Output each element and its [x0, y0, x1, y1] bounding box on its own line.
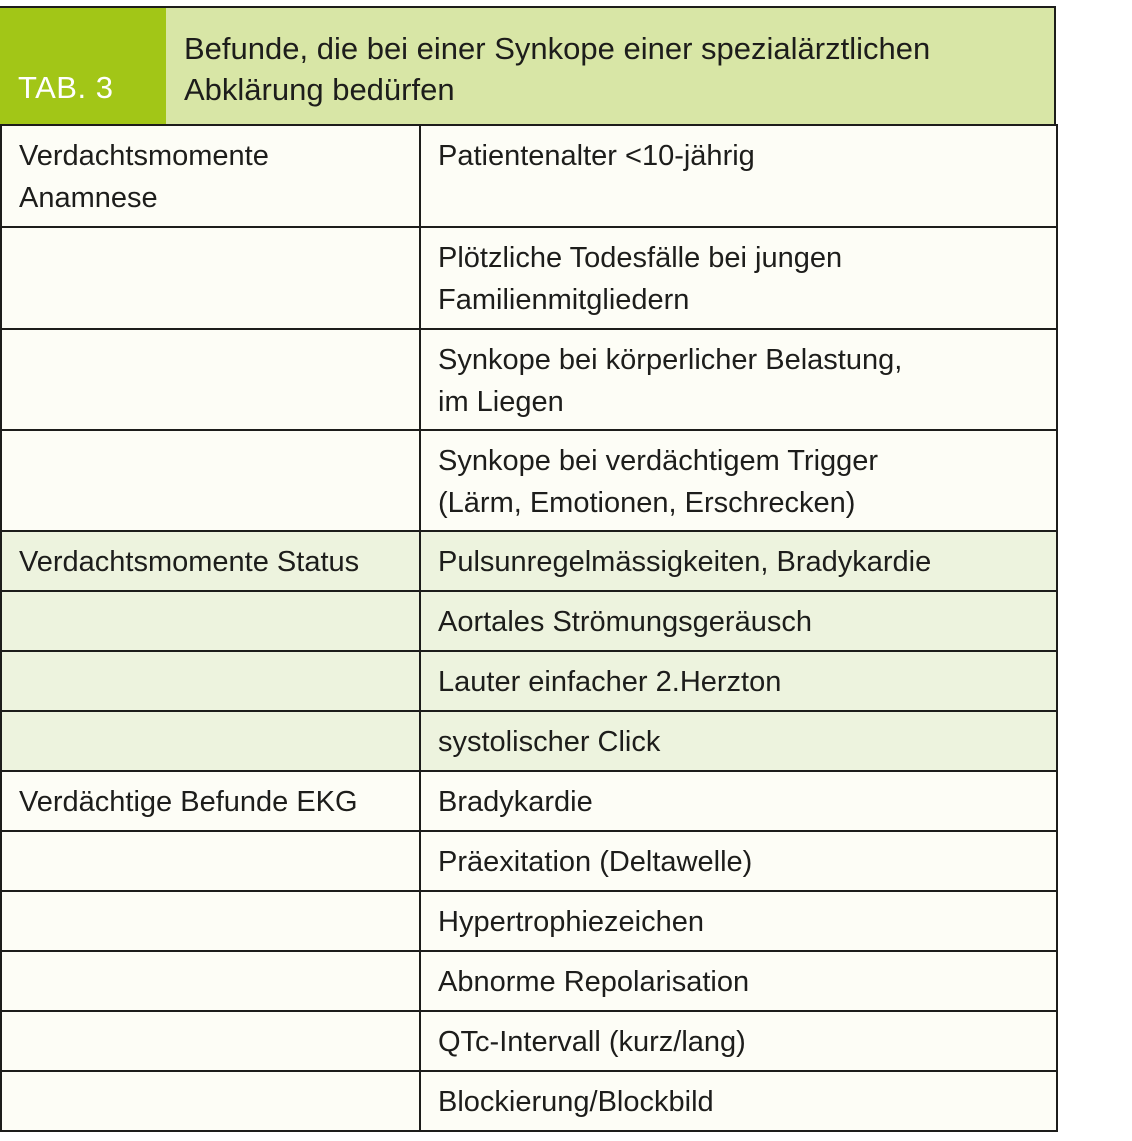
table-row [1, 651, 1057, 711]
finding-cell [420, 951, 1057, 1011]
finding-line-1: Plötzliche Todesfälle bei jungen [438, 242, 843, 274]
table-row [1, 1071, 1057, 1131]
finding-line-1: systolischer Click [438, 726, 661, 758]
category-cell [1, 951, 420, 1011]
category-cell [1, 329, 420, 430]
category-cell [1, 1071, 420, 1131]
finding-cell [420, 329, 1057, 430]
finding-line-2: Familienmitgliedern [438, 284, 690, 316]
category-cell [1, 591, 420, 651]
finding-cell [420, 125, 1057, 227]
finding-cell [420, 831, 1057, 891]
finding-line-2: (Lärm, Emotionen, Erschrecken) [438, 487, 856, 519]
finding-line-2: im Liegen [438, 386, 564, 418]
table-header [0, 6, 1056, 124]
finding-line-1: Abnorme Repolarisation [438, 966, 750, 998]
finding-cell [420, 651, 1057, 711]
category-cell [1, 711, 420, 771]
category-cell [1, 651, 420, 711]
finding-cell [420, 227, 1057, 329]
category-line-1: Verdachtsmomente Status [19, 546, 360, 578]
table-number-label: TAB. 3 [0, 8, 166, 124]
table-row [1, 831, 1057, 891]
finding-cell [420, 1071, 1057, 1131]
finding-line-1: Blockierung/Blockbild [438, 1086, 714, 1118]
table-row [1, 891, 1057, 951]
finding-cell [420, 711, 1057, 771]
finding-line-1: Pulsunregelmässigkeiten, Bradykardie [438, 546, 932, 578]
table-row [1, 125, 1057, 227]
category-cell [1, 531, 420, 591]
finding-line-1: Präexitation (Deltawelle) [438, 846, 753, 878]
table-row [1, 1011, 1057, 1071]
category-line-2: Anamnese [19, 182, 158, 214]
table-row [1, 329, 1057, 430]
category-line-1: Verdachtsmomente [19, 140, 269, 172]
category-cell [1, 125, 420, 227]
table-row [1, 951, 1057, 1011]
finding-line-1: Hypertrophiezeichen [438, 906, 704, 938]
table-title-line-1: Befunde, die bei einer Synkope einer spezialärztlichen [184, 31, 931, 66]
finding-line-1: Synkope bei körperlicher Belastung, [438, 344, 903, 376]
finding-cell [420, 591, 1057, 651]
finding-cell [420, 531, 1057, 591]
category-cell [1, 891, 420, 951]
finding-line-1: Bradykardie [438, 786, 593, 818]
finding-cell [420, 430, 1057, 531]
table-row [1, 227, 1057, 329]
finding-cell [420, 891, 1057, 951]
category-cell [1, 430, 420, 531]
table-title [166, 8, 1054, 124]
finding-line-1: Patientenalter <10-jährig [438, 140, 755, 172]
finding-line-1: QTc-Intervall (kurz/lang) [438, 1026, 746, 1058]
table-row [1, 531, 1057, 591]
table-body [0, 124, 1058, 1132]
table-title-line-2: Abklärung bedürfen [184, 72, 455, 107]
table-row [1, 711, 1057, 771]
finding-line-1: Aortales Strömungsgeräusch [438, 606, 812, 638]
table-row [1, 771, 1057, 831]
finding-cell [420, 1011, 1057, 1071]
finding-cell [420, 771, 1057, 831]
table-row [1, 430, 1057, 531]
table-row [1, 591, 1057, 651]
category-cell [1, 771, 420, 831]
category-cell [1, 831, 420, 891]
category-cell [1, 1011, 420, 1071]
finding-line-1: Synkope bei verdächtigem Trigger [438, 445, 879, 477]
findings-table [0, 6, 1056, 1132]
finding-line-1: Lauter einfacher 2.Herzton [438, 666, 782, 698]
category-cell [1, 227, 420, 329]
category-line-1: Verdächtige Befunde EKG [19, 786, 358, 818]
